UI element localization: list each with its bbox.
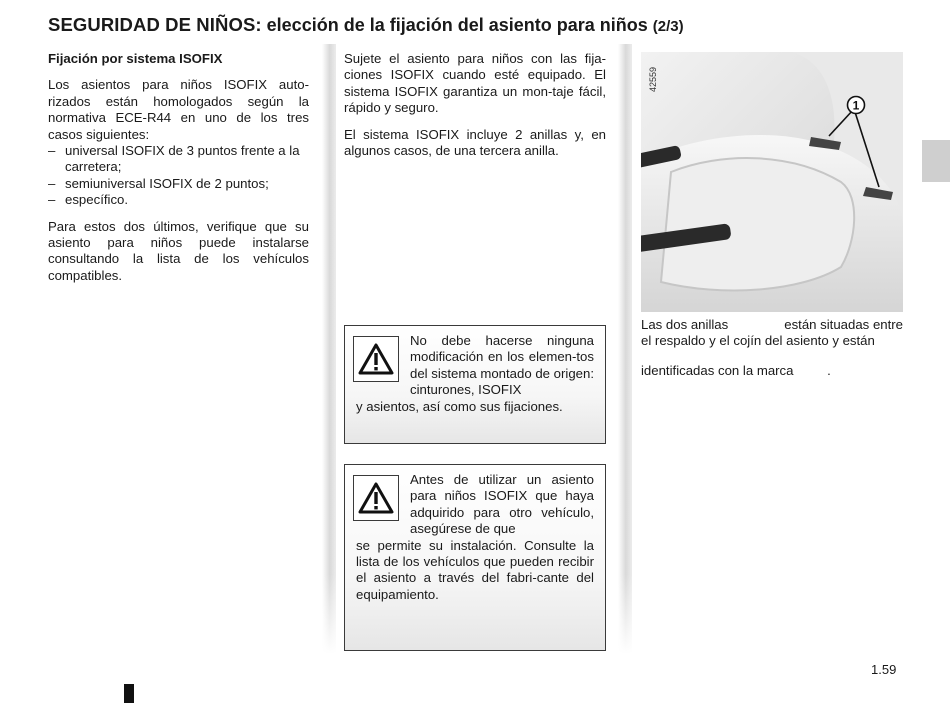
list-item: – semiuniversal ISOFIX de 2 puntos; (48, 176, 309, 192)
category-list (48, 143, 309, 209)
column-shadow-right (618, 44, 632, 654)
warning-triangle-icon (353, 336, 399, 382)
figure-reference: 42559 (648, 66, 658, 92)
warning-box-other-vehicle (344, 464, 606, 651)
column-shadow-left (322, 44, 336, 654)
title-main: SEGURIDAD DE NIÑOS: (48, 14, 262, 35)
warning-text-rest: se permite su instalación. Consulte la lista de los vehículos que pueden recibir el asiento a través del fabri-cante del equipamiento. (356, 537, 594, 602)
title-part: (2/3) (652, 18, 684, 35)
print-mark (124, 684, 134, 703)
caption-line (641, 317, 903, 333)
section-heading: Fijación por sistema ISOFIX (48, 51, 223, 66)
column-right (641, 317, 903, 379)
column-left (48, 51, 309, 284)
warning-text-lead: Antes de utilizar un asiento para niños ISOFIX que haya adquirido para otro vehículo, asegúrese de que (410, 472, 594, 537)
warning-box-modification (344, 325, 606, 444)
list-item: – universal ISOFIX de 3 puntos frente a la carretera; (48, 143, 309, 176)
callout-number: 1 (852, 98, 860, 113)
paragraph-compatibility: Para estos dos últimos, verifique que su asiento para niños puede instalarse consultando la lista de los vehículos compatibles. (48, 218, 309, 283)
warning-text-lead: No debe hacerse ninguna modificación en los elemen-tos del sistema montado de origen: cinturones, ISOFIX (410, 333, 595, 398)
isofix-seat-illustration (641, 52, 903, 312)
warning-text-rest: y asientos, así como sus fijaciones. (356, 398, 563, 414)
title-sub: elección de la fijación del asiento para niños (266, 15, 648, 35)
paragraph-intro: Los asientos para niños ISOFIX auto-rizados están homologados según la normativa ECE-R44 en uno de los tres casos siguientes: (48, 77, 309, 142)
caption-line (641, 363, 903, 379)
column-middle (344, 51, 606, 159)
chapter-tab (922, 140, 950, 182)
page-title (48, 14, 684, 36)
caption-line: el respaldo y el cojín del asiento y están (641, 333, 875, 349)
list-item: – específico. (48, 192, 309, 208)
warning-triangle-icon (353, 475, 399, 521)
caption-text: . (827, 362, 831, 378)
paragraph-fixing: Sujete el asiento para niños con las fija-ciones ISOFIX cuando esté equipado. El sistema ISOFIX garantiza un mon-taje fácil, rápido y seguro. (344, 51, 606, 116)
page-number: 1.59 (871, 662, 897, 677)
caption-text: están situadas entre (784, 317, 903, 332)
paragraph-rings: El sistema ISOFIX incluye 2 anillas y, en algunos casos, de una tercera anilla. (344, 126, 606, 159)
caption-text: Las dos anillas (641, 317, 729, 332)
caption-text: identificadas con la marca (641, 362, 794, 378)
